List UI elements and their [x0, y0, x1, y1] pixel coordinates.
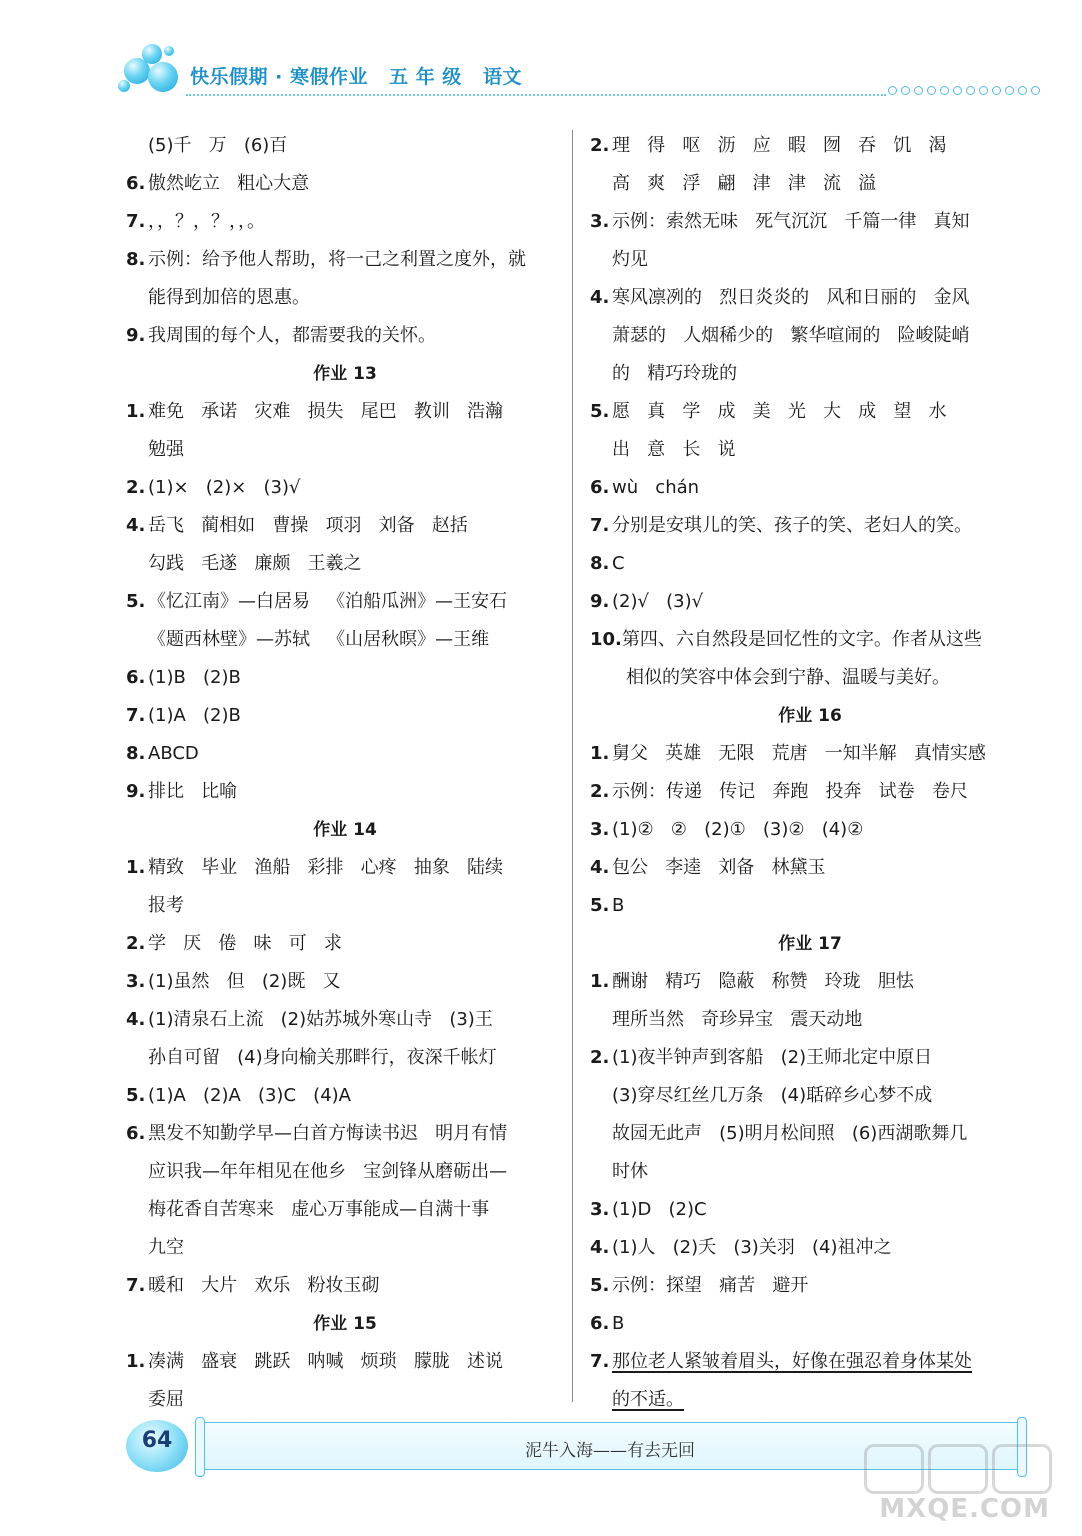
answer-column-right	[590, 127, 1030, 1419]
question-number: 2.	[126, 933, 146, 954]
answer-line	[590, 279, 1030, 317]
answer-text: 寒风凛冽的 烈日炎炎的 风和日丽的 金风	[612, 287, 970, 308]
answer-text: 《题西林壁》—苏轼 《山居秋暝》—王维	[148, 629, 490, 650]
question-number: 1.	[126, 1351, 146, 1372]
answer-text: 孙自可留 (4)身向榆关那畔行，夜深千帐灯	[148, 1047, 497, 1068]
answer-text: (1)虽然 但 (2)既 又	[148, 971, 341, 992]
question-number: 2.	[590, 781, 610, 802]
question-number: 5.	[590, 895, 610, 916]
answer-text: 九空	[148, 1237, 184, 1258]
question-number: 5.	[126, 591, 146, 612]
question-number: 7.	[590, 1351, 610, 1372]
question-number: 2.	[590, 135, 610, 156]
answer-text: 示例：探望 痛苦 避开	[612, 1275, 809, 1296]
question-number: 6.	[126, 173, 146, 194]
answer-line	[126, 887, 564, 925]
answer-text: C	[612, 553, 625, 574]
question-number: 4.	[590, 287, 610, 308]
question-number: 1.	[590, 971, 610, 992]
answer-line	[590, 1343, 1030, 1381]
answer-text: 能得到加倍的恩惠。	[148, 287, 310, 308]
answer-line	[126, 659, 564, 697]
answer-line	[590, 431, 1030, 469]
header-dotted-rule	[186, 94, 886, 96]
answer-text: 理 得 呕 沥 应 暇 囫 吞 饥 渴	[612, 135, 947, 156]
answer-text: 相似的笑容中体会到宁静、温暖与美好。	[626, 667, 950, 688]
answer-text: (1)B (2)B	[148, 667, 241, 688]
book-title: 快乐假期 · 寒假作业	[190, 66, 368, 88]
watermark-logo	[844, 1438, 1054, 1528]
answer-text: 高 爽 浮 翩 津 津 流 溢	[612, 173, 877, 194]
answer-text: (1)清泉石上流 (2)姑苏城外寒山寺 (3)王	[148, 1009, 493, 1030]
answer-line	[126, 849, 564, 887]
answer-line	[126, 165, 564, 203]
question-number: 9.	[126, 325, 146, 346]
question-number: 1.	[590, 743, 610, 764]
answer-line	[590, 127, 1030, 165]
question-number: 2.	[590, 1047, 610, 1068]
answer-text: (2)√ (3)√	[612, 591, 704, 612]
answer-line	[126, 963, 564, 1001]
answer-line	[126, 1343, 564, 1381]
answer-text: (1)夜半钟声到客船 (2)王师北定中原日	[612, 1047, 933, 1068]
answer-text: 梅花香自苦寒来 虚心万事能成—自满十事	[148, 1199, 490, 1220]
answer-line	[126, 1153, 564, 1191]
answer-text: 难免 承诺 灾难 损失 尾巴 教训 浩瀚	[148, 401, 503, 422]
bubbles-decoration	[118, 40, 182, 96]
answer-line	[126, 127, 564, 165]
answer-text: 我周围的每个人，都需要我的关怀。	[148, 325, 436, 346]
answer-line	[590, 887, 1030, 925]
answer-line	[590, 1305, 1030, 1343]
question-number: 4.	[590, 857, 610, 878]
question-number: 1.	[126, 401, 146, 422]
answer-line	[590, 507, 1030, 545]
answer-text: 故园无此声 (5)明月松间照 (6)西湖歌舞几	[612, 1123, 968, 1144]
answer-line	[590, 773, 1030, 811]
answer-text: 示例：给予他人帮助，将一己之利置之度外，就	[148, 249, 526, 270]
answer-line	[126, 1191, 564, 1229]
answer-text: 那位老人紧皱着眉头，好像在强忍着身体某处	[612, 1351, 972, 1372]
answer-text: 第四、六自然段是回忆性的文字。作者从这些	[621, 629, 982, 650]
answer-line	[590, 659, 1030, 697]
answer-column-left	[126, 127, 564, 1419]
section-heading: 作业 15	[313, 1314, 377, 1334]
answer-line	[126, 621, 564, 659]
answer-text: (5)千 万 (6)百	[148, 135, 288, 156]
answer-text: 勉强	[148, 439, 184, 460]
question-number: 3.	[590, 819, 610, 840]
answer-line	[590, 355, 1030, 393]
answer-line	[126, 583, 564, 621]
answer-text: 灼见	[612, 249, 648, 270]
header-dots	[888, 86, 1040, 95]
page-footer	[0, 1408, 1082, 1536]
answer-line	[590, 1229, 1030, 1267]
answer-text: (1)A (2)A (3)C (4)A	[148, 1085, 351, 1106]
answer-text: 凑满 盛衰 跳跃 呐喊 烦琐 朦胧 述说	[148, 1351, 503, 1372]
answer-line	[590, 583, 1030, 621]
answer-text: 委屈	[148, 1389, 184, 1410]
page-header	[0, 0, 1082, 110]
answer-text: B	[612, 1313, 625, 1334]
answer-text: 的 精巧玲珑的	[612, 363, 738, 384]
question-number: 5.	[590, 401, 610, 422]
answer-line	[126, 279, 564, 317]
question-number: 8.	[590, 553, 610, 574]
answer-text: 精致 毕业 渔船 彩排 心疼 抽象 陆续	[148, 857, 503, 878]
question-number: 4.	[126, 1009, 146, 1030]
answer-line	[590, 1191, 1030, 1229]
question-number: 7.	[126, 1275, 146, 1296]
answer-text: 愿 真 学 成 美 光 大 成 望 水	[612, 401, 947, 422]
question-number: 3.	[590, 211, 610, 232]
answer-line	[590, 469, 1030, 507]
answer-line	[126, 925, 564, 963]
answer-line	[126, 431, 564, 469]
answer-line	[590, 1039, 1030, 1077]
question-number: 8.	[126, 249, 146, 270]
question-number: 1.	[126, 857, 146, 878]
answer-text: 岳飞 蔺相如 曹操 项羽 刘备 赵括	[148, 515, 468, 536]
answer-line	[590, 545, 1030, 583]
answer-text: 萧瑟的 人烟稀少的 繁华喧闹的 险峻陡峭	[612, 325, 970, 346]
answer-line	[590, 1267, 1030, 1305]
answer-text: B	[612, 895, 625, 916]
answer-text: 勾践 毛遂 廉颇 王羲之	[148, 553, 362, 574]
answer-line	[126, 735, 564, 773]
answer-line	[126, 773, 564, 811]
question-number: 6.	[590, 1313, 610, 1334]
answer-text: wù chán	[612, 477, 700, 498]
answer-text: 《忆江南》—白居易 《泊船瓜洲》—王安石	[148, 591, 508, 612]
answer-line	[590, 165, 1030, 203]
question-number: 4.	[126, 515, 146, 536]
answer-line	[126, 1267, 564, 1305]
question-number: 6.	[126, 1123, 146, 1144]
answer-text: 理所当然 奇珍异宝 震天动地	[612, 1009, 863, 1030]
answer-line	[126, 241, 564, 279]
answer-text: 出 意 长 说	[612, 439, 736, 460]
answer-text: 的不适。	[612, 1389, 684, 1410]
question-number: 7.	[126, 705, 146, 726]
answer-text: 黑发不知勤学早—白首方悔读书迟 明月有情	[148, 1123, 508, 1144]
question-number: 6.	[126, 667, 146, 688]
header-title	[190, 62, 536, 89]
answer-text: 暖和 大片 欢乐 粉妆玉砌	[148, 1275, 380, 1296]
answer-line	[590, 241, 1030, 279]
answer-text: 报考	[148, 895, 184, 916]
answer-text: 学 厌 倦 味 可 求	[148, 933, 342, 954]
answer-text: 酬谢 精巧 隐蔽 称赞 玲珑 胆怯	[612, 971, 914, 992]
answer-line	[590, 849, 1030, 887]
answer-line	[590, 963, 1030, 1001]
question-number: 3.	[590, 1199, 610, 1220]
answer-line	[590, 393, 1030, 431]
answer-line	[590, 1077, 1030, 1115]
answer-line	[126, 697, 564, 735]
subject-label: 语文	[482, 66, 522, 88]
section-heading: 作业 14	[313, 820, 377, 840]
question-number: 8.	[126, 743, 146, 764]
answer-line	[590, 735, 1030, 773]
section-heading: 作业 17	[778, 934, 842, 954]
answer-text: (1)A (2)B	[148, 705, 241, 726]
section-heading: 作业 16	[778, 706, 842, 726]
answer-text: (1)② ② (2)① (3)② (4)②	[612, 819, 864, 840]
answer-text: 分别是安琪儿的笑、孩子的笑、老妇人的笑。	[612, 515, 972, 536]
answer-text: 示例：索然无味 死气沉沉 千篇一律 真知	[612, 211, 970, 232]
answer-line	[126, 1039, 564, 1077]
question-number: 9.	[126, 781, 146, 802]
answer-line	[126, 203, 564, 241]
footer-saying: 泥牛入海——有去无回	[525, 1441, 695, 1461]
question-number: 9.	[590, 591, 610, 612]
question-number: 5.	[126, 1085, 146, 1106]
answer-line	[126, 393, 564, 431]
question-number: 3.	[126, 971, 146, 992]
answer-line	[126, 507, 564, 545]
page-number: 64	[141, 1428, 173, 1453]
question-number: 5.	[590, 1275, 610, 1296]
question-number: 6.	[590, 477, 610, 498]
answer-text: 示例：传递 传记 奔跑 投奔 试卷 卷尺	[612, 781, 968, 802]
answer-text: (1)× (2)× (3)√	[148, 477, 301, 498]
answer-line	[126, 469, 564, 507]
question-number: 7.	[590, 515, 610, 536]
answer-line	[126, 545, 564, 583]
answer-line	[590, 1115, 1030, 1153]
answer-line	[126, 1115, 564, 1153]
answer-text: 傲然屹立 粗心大意	[148, 173, 310, 194]
answer-line	[590, 317, 1030, 355]
answer-line	[590, 1001, 1030, 1039]
answer-text: ，，？，？，，。	[148, 211, 265, 232]
answer-line	[590, 203, 1030, 241]
answer-line	[590, 1153, 1030, 1191]
answer-text: 包公 李逵 刘备 林黛玉	[612, 857, 826, 878]
question-number: 10.	[590, 629, 622, 650]
answer-text: 舅父 英雄 无限 荒唐 一知半解 真情实感	[612, 743, 986, 764]
answer-line	[126, 1001, 564, 1039]
answer-text: ABCD	[148, 743, 199, 764]
question-number: 2.	[126, 477, 146, 498]
answer-text: 排比 比喻	[148, 781, 238, 802]
grade-label: 五 年 级	[389, 66, 462, 88]
answer-line	[126, 1229, 564, 1267]
answer-text: (1)人 (2)夭 (3)关羽 (4)祖冲之	[612, 1237, 892, 1258]
watermark-text: MXQE.COM	[879, 1494, 1050, 1524]
section-heading: 作业 13	[313, 364, 377, 384]
answer-text: 时休	[612, 1161, 648, 1182]
question-number: 4.	[590, 1237, 610, 1258]
answer-line	[126, 317, 564, 355]
question-number: 7.	[126, 211, 146, 232]
answer-text: (1)D (2)C	[612, 1199, 707, 1220]
answer-line	[590, 811, 1030, 849]
answer-text: 应识我—年年相见在他乡 宝剑锋从磨砺出—	[148, 1161, 508, 1182]
column-divider	[572, 130, 573, 1402]
answer-line	[126, 1077, 564, 1115]
answer-line	[590, 621, 1030, 659]
answer-text: (3)穿尽红丝几万条 (4)聒碎乡心梦不成	[612, 1085, 933, 1106]
